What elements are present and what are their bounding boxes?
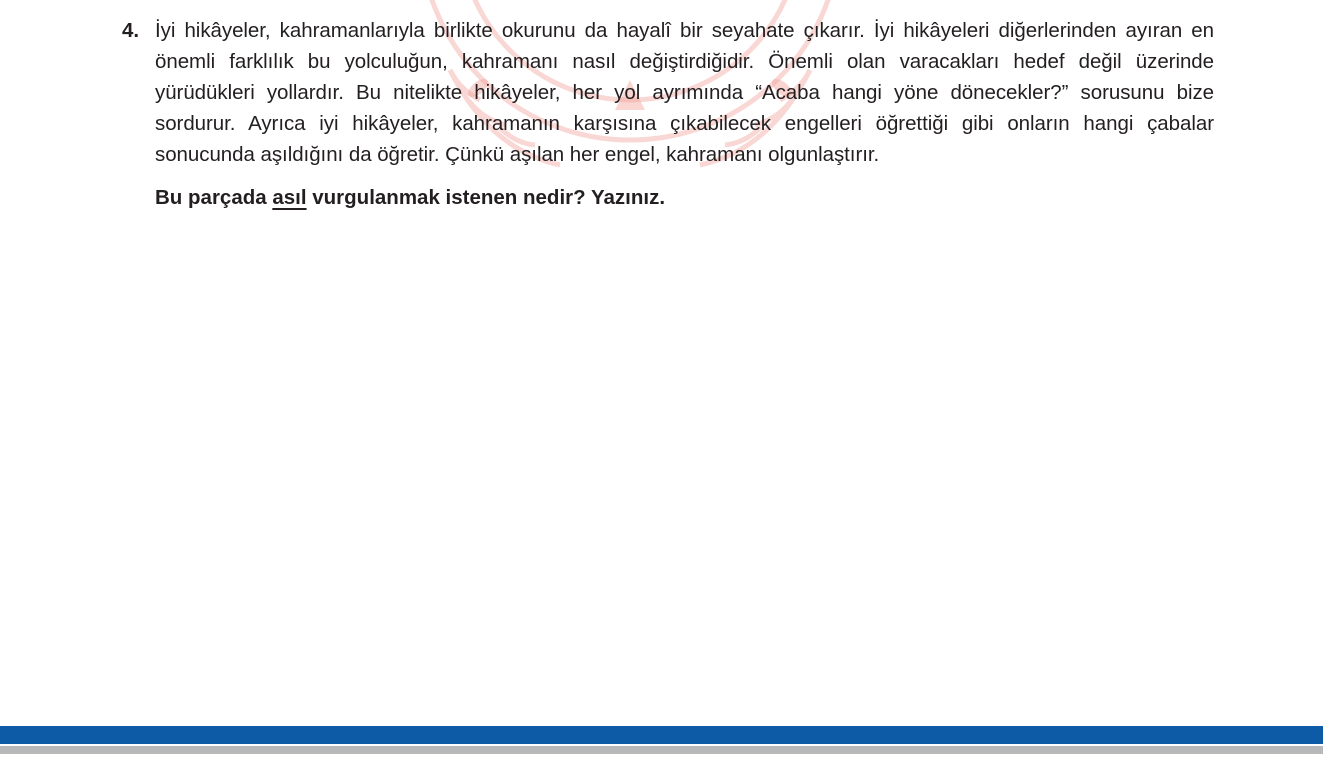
prompt-text-after: vurgulanmak istenen nedir? Yazınız. [306, 186, 666, 209]
prompt-underlined-word: asıl [272, 186, 307, 209]
prompt-text-before: Bu parçada [155, 186, 273, 209]
question-prompt [155, 182, 1214, 213]
footer-gray-line [0, 746, 1323, 754]
question-body [155, 15, 1214, 213]
question-paragraph: İyi hikâyeler, kahramanlarıyla birlikte okurunu da hayalî bir seyahate çıkarır. İyi hikâyeleri diğerlerinden ayıran en önemli farklılık bu yolculuğun, kahramanı nasıl değiştirdiğidir. Önemli olan varacakları hedef değil üzerinde yürüdükleri yollardır. Bu nitelikte hikâyeler, her yol ayrımında “Acaba hangi yöne dönecekler?” sorusunu bize sordurur. Ayrıca iyi hikâyeler, kahramanın karşısına çıkabilecek engelleri öğrettiği gibi onların hangi çabalar sonucunda aşıldığını da öğretir. Çünkü aşılan her engel, kahramanı olgunlaştırır. [155, 19, 1214, 166]
question-4 [122, 15, 1214, 213]
footer-blue-band [0, 726, 1323, 744]
question-number: 4. [122, 19, 140, 42]
